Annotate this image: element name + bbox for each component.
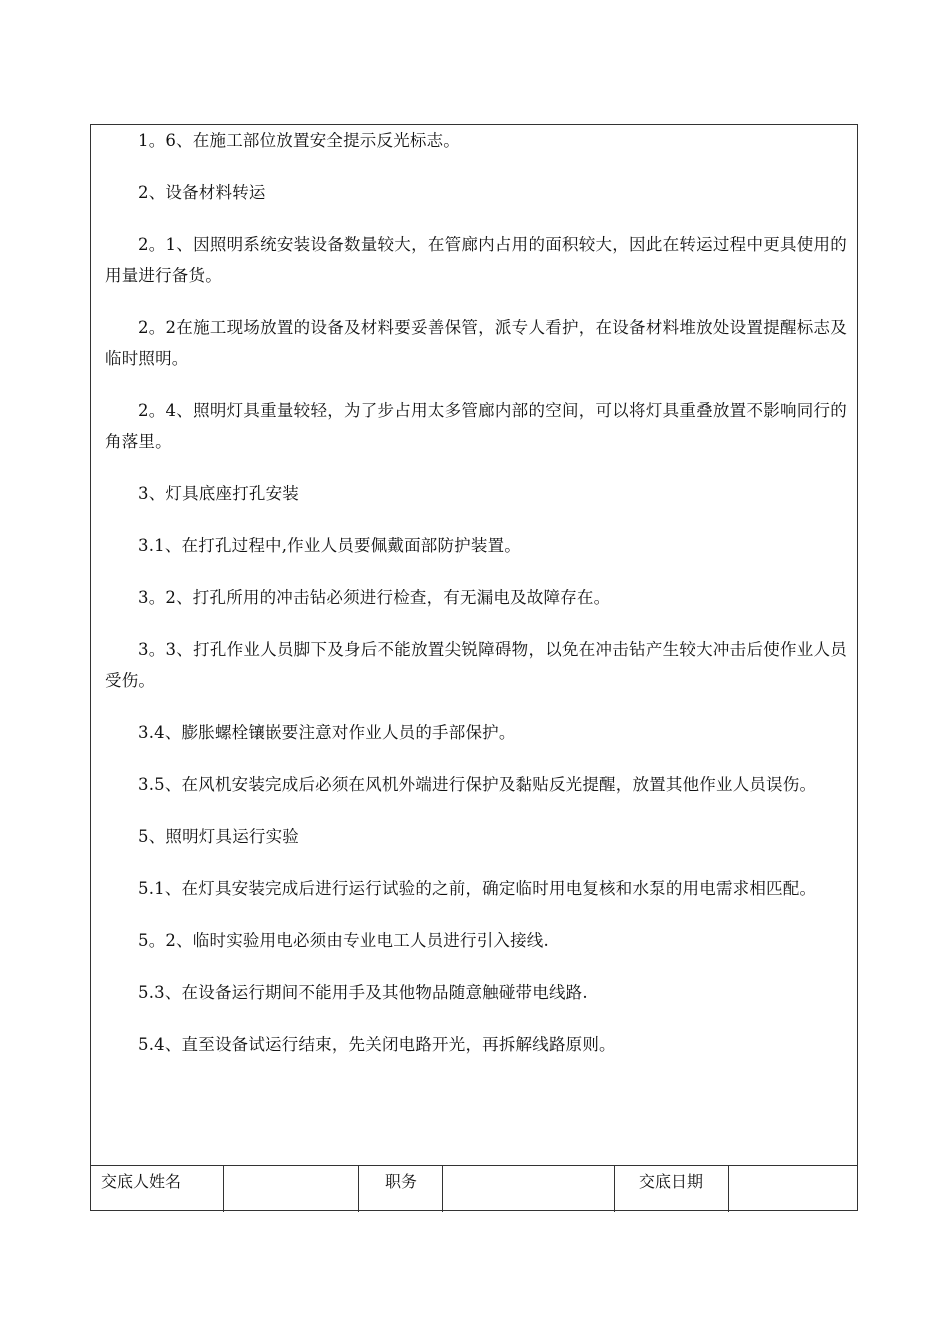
- disclosure-table: [90, 124, 858, 1211]
- position-field[interactable]: [443, 1166, 615, 1212]
- paragraph: 2。2在施工现场放置的设备及材料要妥善保管，派专人看护，在设备材料堆放处设置提醒标志及临时照明。: [105, 318, 847, 368]
- paragraph: 2。1、因照明系统安装设备数量较大，在管廊内占用的面积较大，因此在转运过程中更具使用的用量进行备货。: [105, 235, 847, 285]
- paragraph: 5。2、临时实验用电必须由专业电工人员进行引入接线.: [138, 931, 549, 950]
- discloser-name-field[interactable]: [224, 1166, 359, 1212]
- paragraph: 5.4、直至设备试运行结束，先关闭电路开光，再拆解线路原则。: [138, 1035, 616, 1054]
- disclosure-date-field[interactable]: [729, 1166, 857, 1212]
- paragraph: 1。6、在施工部位放置安全提示反光标志。: [138, 131, 460, 150]
- disclosure-date-label: 交底日期: [615, 1166, 729, 1212]
- paragraph: 3.5、在风机安装完成后必须在风机外端进行保护及黏贴反光提醒，放置其他作业人员误伤。: [138, 775, 817, 794]
- paragraph: 5.1、在灯具安装完成后进行运行试验的之前，确定临时用电复核和水泵的用电需求相匹配。: [138, 879, 817, 898]
- position-label: 职务: [359, 1166, 443, 1212]
- content-cell: [91, 125, 857, 1165]
- paragraph: 5.3、在设备运行期间不能用手及其他物品随意触碰带电线路.: [138, 983, 588, 1002]
- paragraph: 3。2、打孔所用的冲击钻必须进行检查，有无漏电及故障存在。: [138, 588, 611, 607]
- paragraph: 3.4、膨胀螺栓镶嵌要注意对作业人员的手部保护。: [138, 723, 516, 742]
- section-heading: 3、灯具底座打孔安装: [138, 484, 299, 503]
- paragraph: 3.1、在打孔过程中,作业人员要佩戴面部防护装置。: [138, 536, 521, 555]
- discloser-name-label: 交底人姓名: [91, 1166, 224, 1212]
- paragraph: 3。3、打孔作业人员脚下及身后不能放置尖锐障碍物，以免在冲击钻产生较大冲击后使作业人员受伤。: [105, 640, 847, 690]
- section-heading: 5、照明灯具运行实验: [138, 827, 299, 846]
- section-heading: 2、设备材料转运: [138, 183, 266, 202]
- signature-row: [91, 1165, 857, 1212]
- paragraph: 2。4、照明灯具重量较轻，为了步占用太多管廊内部的空间，可以将灯具重叠放置不影响同行的角落里。: [105, 401, 847, 451]
